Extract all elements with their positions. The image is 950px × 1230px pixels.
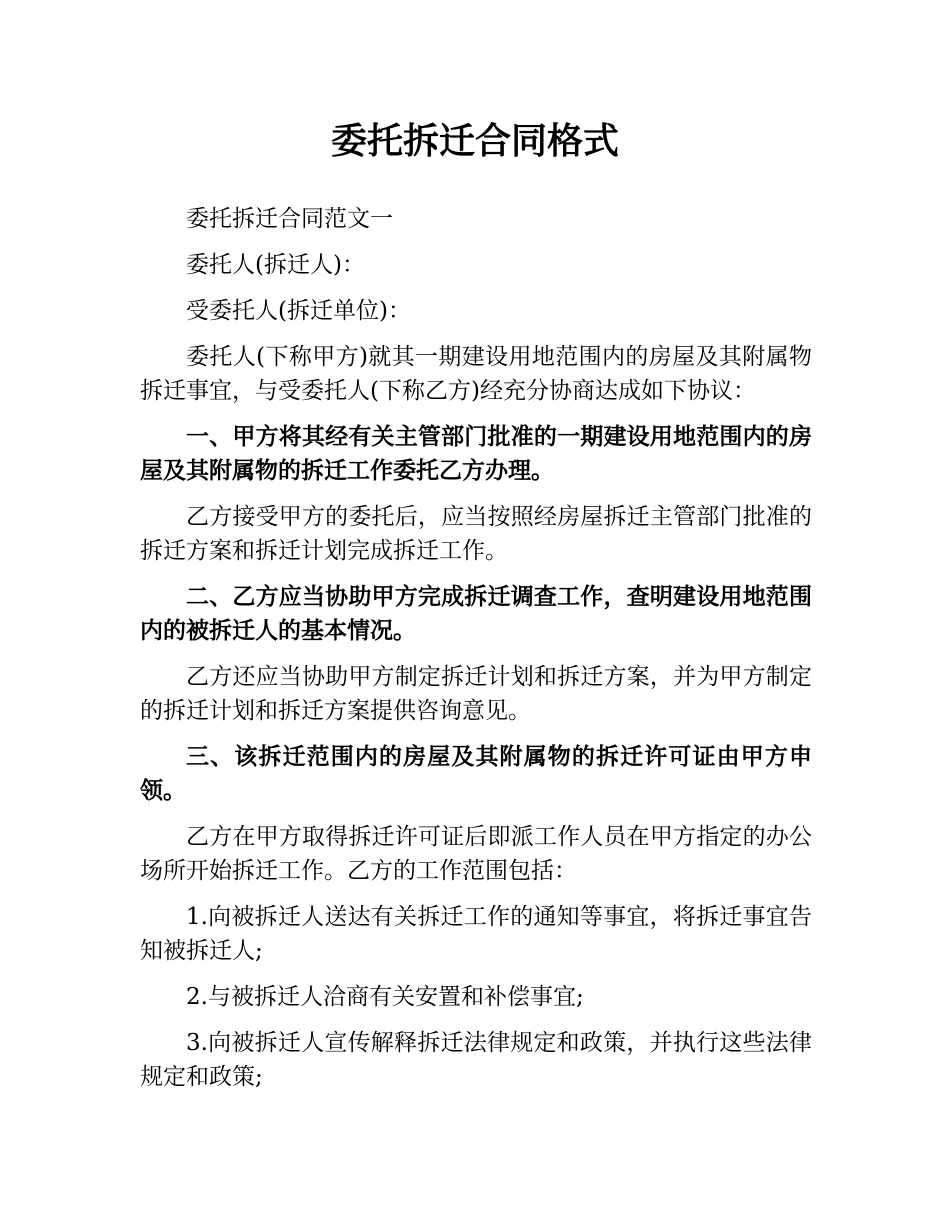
document-body [140,202,812,1106]
list-item-1: 1.向被拆迁人送达有关拆迁工作的通知等事宜，将拆迁事宜告知被拆迁人; [140,904,812,964]
list-item-2: 2.与被拆迁人洽商有关安置和补偿事宜; [186,984,584,1010]
paragraph-8: 乙方还应当协助甲方制定拆迁计划和拆迁方案，并为甲方制定的拆迁计划和拆迁方案提供咨询意见。 [140,664,812,724]
paragraph-3: 受委托人(拆迁单位)： [186,298,411,324]
paragraph-10: 乙方在甲方取得拆迁许可证后即派工作人员在甲方指定的办公场所开始拆迁工作。乙方的工作范围包括： [140,824,812,884]
clause-heading-3: 三、该拆迁范围内的房屋及其附属物的拆迁许可证由甲方申领。 [140,744,812,804]
clause-heading-2: 二、乙方应当协助甲方完成拆迁调查工作，查明建设用地范围内的被拆迁人的基本情况。 [140,584,812,644]
paragraph-1: 委托拆迁合同范文一 [186,206,393,232]
list-item-3: 3.向被拆迁人宣传解释拆迁法律规定和政策，并执行这些法律规定和政策; [140,1030,812,1090]
document-title: 委托拆迁合同格式 [330,121,619,162]
paragraph-4: 委托人(下称甲方)就其一期建设用地范围内的房屋及其附属物拆迁事宜，与受委托人(下称乙方)经充分协商达成如下协议： [140,344,812,404]
paragraph-2: 委托人(拆迁人)： [186,252,365,278]
paragraph-6: 乙方接受甲方的委托后，应当按照经房屋拆迁主管部门批准的拆迁方案和拆迁计划完成拆迁工作。 [140,504,812,564]
clause-heading-1: 一、甲方将其经有关主管部门批准的一期建设用地范围内的房屋及其附属物的拆迁工作委托乙方办理。 [140,424,812,484]
